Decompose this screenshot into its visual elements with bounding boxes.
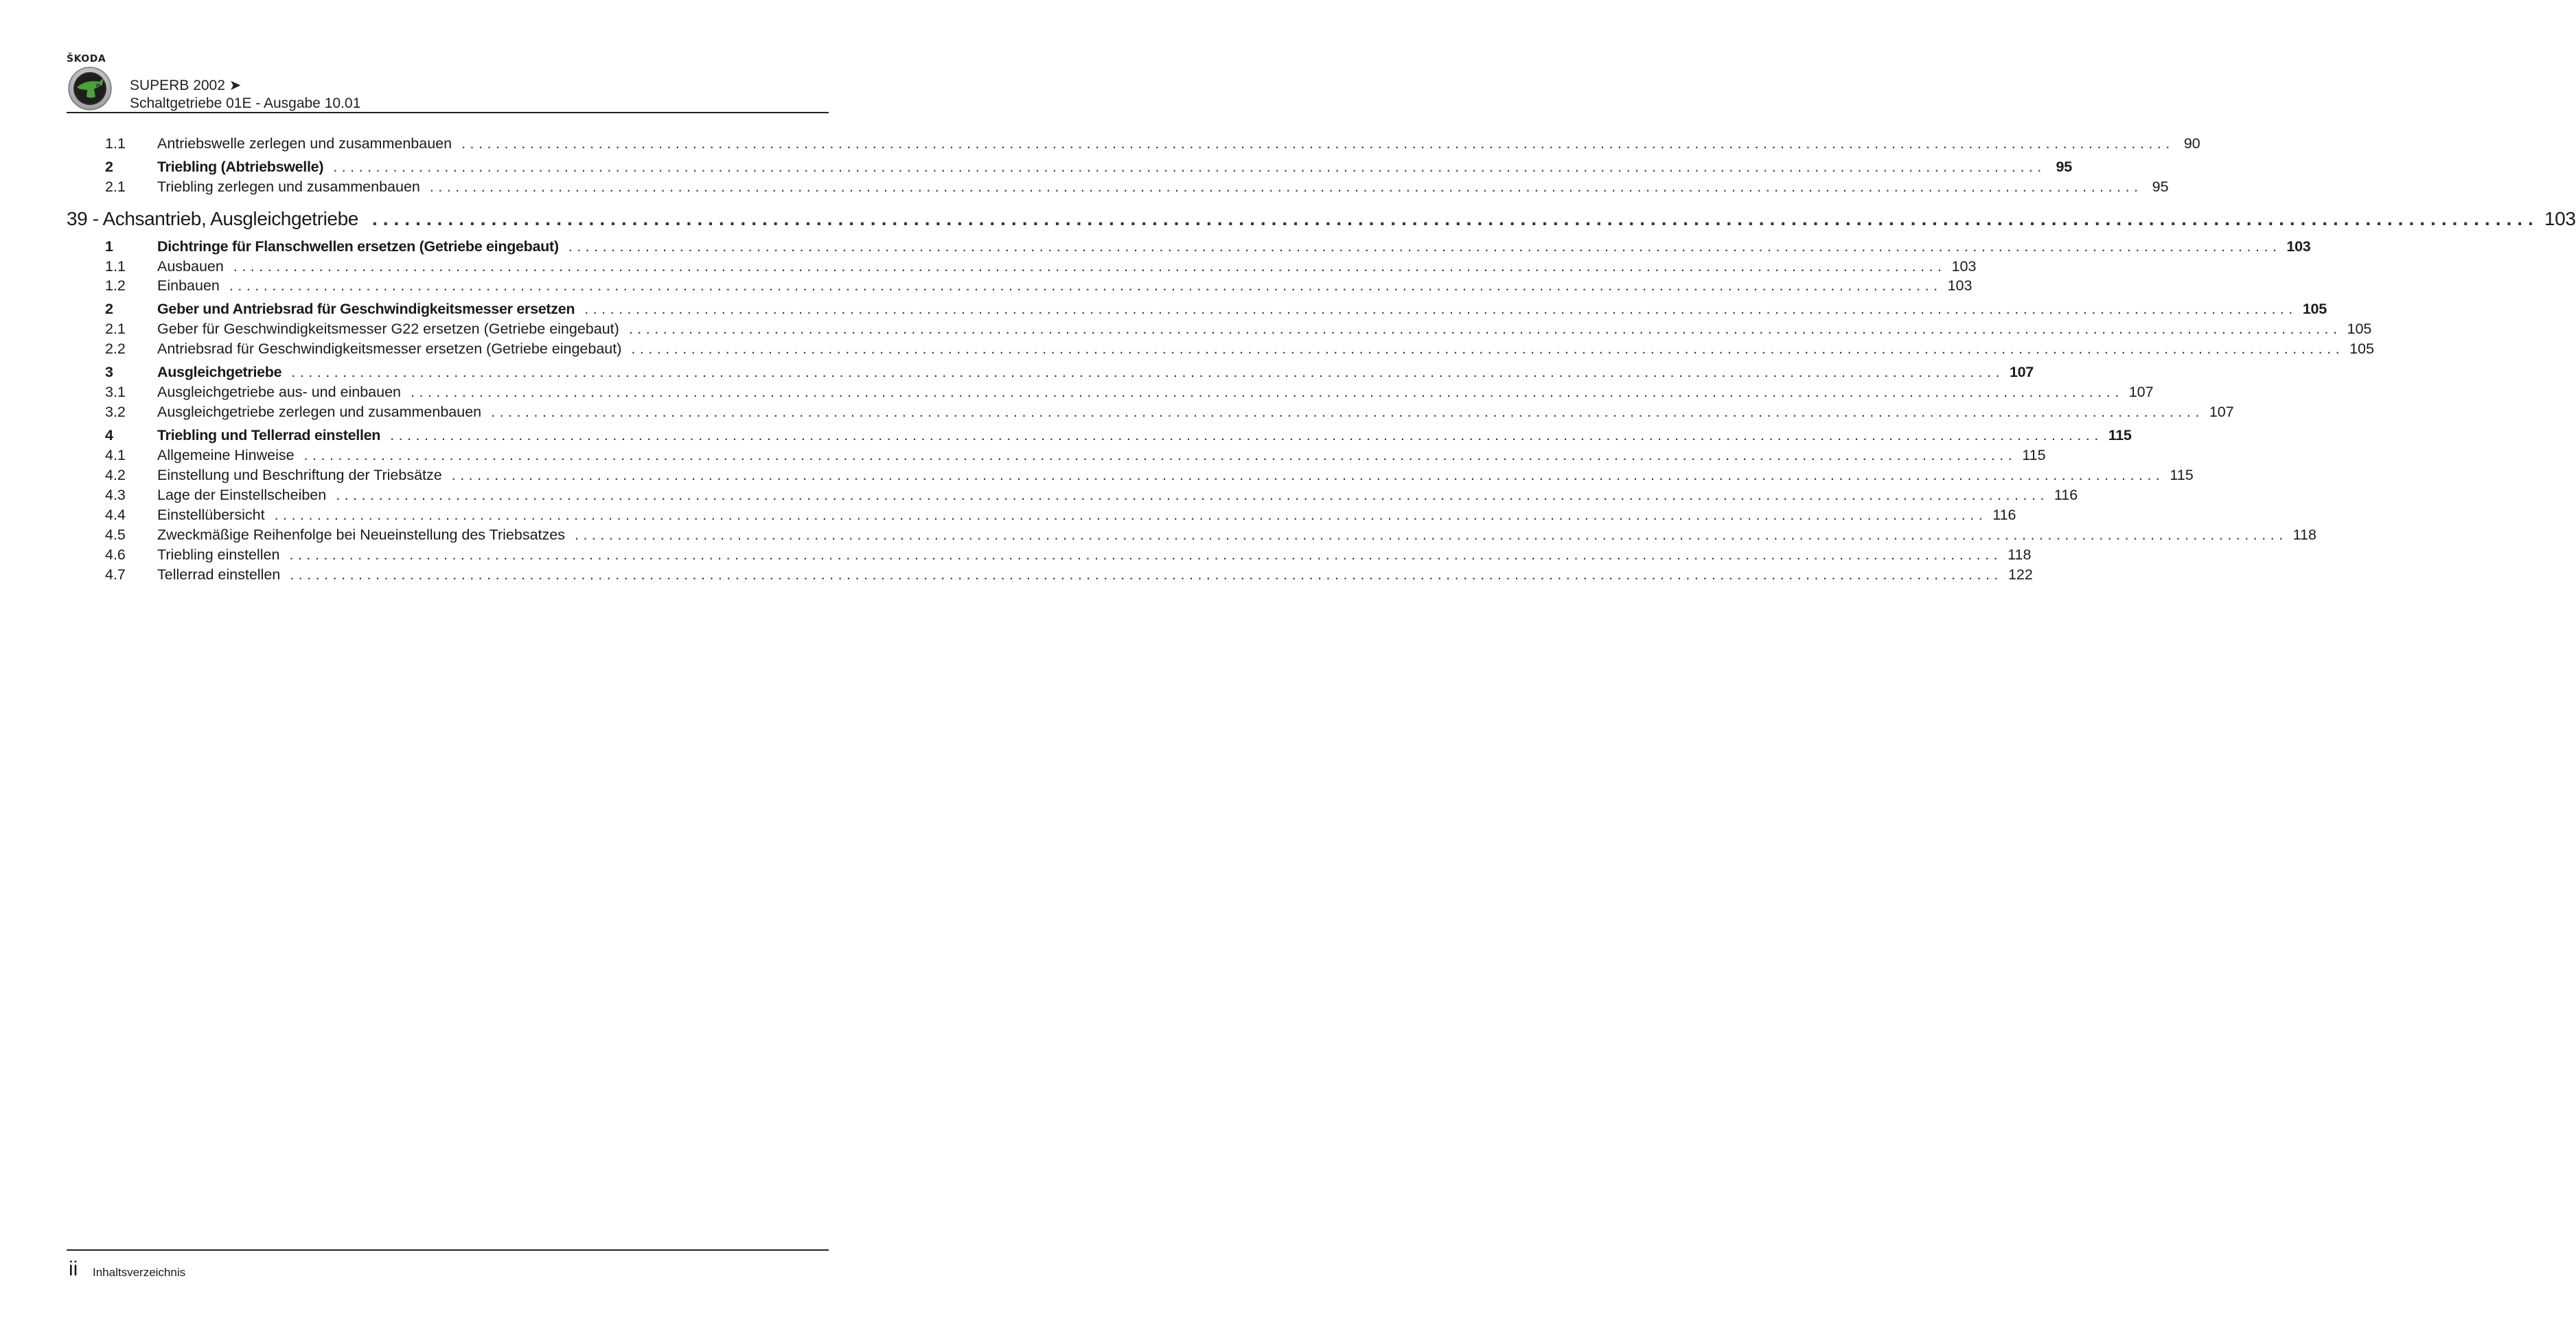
toc-entry[interactable] [67,506,2016,524]
toc-entry[interactable] [67,320,2372,338]
brand-name: ŠKODA [67,54,106,65]
toc-entry[interactable] [67,546,2032,564]
toc-entry-title: Tellerrad einstellen [157,566,281,583]
toc-entry[interactable] [67,178,2169,196]
toc-leader-dots: ........................................................................................................................................................................................................ [233,258,1946,275]
toc-entry-title: Triebling (Abtriebswelle) [157,159,324,175]
toc-entry-number: 1.1 [105,258,126,275]
toc-leader-dots: ........................................................................................................................................................................................................ [289,546,2003,563]
toc-entry[interactable] [67,566,2033,583]
toc-entry-page: 90 [2183,135,2200,152]
toc-leader-dots: ........................................................................................................................................................................................................ [568,238,2281,255]
toc-leader-dots: ........................................................................................................................................................................................................ [429,178,2143,195]
toc-entry-page: 122 [2008,566,2033,583]
toc-entry[interactable] [67,257,1977,275]
toc-entry-title: Geber für Geschwindigkeitsmesser G22 ersetzen (Getriebe eingebaut) [157,321,619,337]
toc-entry-title: Ausbauen [157,258,224,275]
toc-leader-dots: ........................................................................................................................................................................................................ [411,384,2124,400]
toc-entry-number: 4.7 [105,566,126,583]
toc-entry-title: Triebling zerlegen und zusammenbauen [157,178,420,195]
toc-chapter-entry[interactable] [67,208,2576,230]
skoda-logo-icon [68,67,112,111]
toc-entry-page: 107 [2128,384,2154,400]
toc-entry[interactable] [67,135,2200,152]
toc-entry-page: 118 [2292,527,2316,543]
header-divider [67,112,829,113]
toc-entry-number: 4.1 [105,447,126,463]
toc-entry-page: 105 [2349,340,2374,357]
toc-entry-page: 105 [2302,301,2327,317]
toc-entry-title: 39 - Achsantrieb, Ausgleichgetriebe [67,208,358,229]
toc-leader-dots: ........................................................................................................................................................................................................ [290,566,2003,583]
document-model: SUPERB 2002 ➤ [130,78,242,93]
toc-entry-title: Triebling einstellen [157,546,280,563]
toc-entry-number: 3.1 [105,384,126,400]
toc-entry-page: 103 [2286,238,2311,255]
toc-entry-page: 95 [2056,159,2072,175]
toc-entry-number: 4.5 [105,527,126,543]
document-subtitle: Schaltgetriebe 01E - Ausgabe 10.01 [130,95,361,111]
toc-leader-dots: ........................................................................................................................................................................................................ [371,208,2539,229]
toc-entry-page: 105 [2347,321,2372,337]
toc-entry-number: 3.2 [105,404,126,420]
toc-entry-page: 115 [2022,447,2046,463]
toc-entry-title: Allgemeine Hinweise [157,447,295,463]
toc-entry[interactable] [67,466,2194,484]
toc-leader-dots: ........................................................................................................................................................................................................ [461,135,2174,152]
toc-leader-dots: ........................................................................................................................................................................................................ [491,404,2204,420]
toc-entry-page: 107 [2209,404,2234,420]
toc-entry-number: 2.1 [105,178,126,195]
toc-entry[interactable] [67,446,2046,464]
toc-entry-title: Antriebswelle zerlegen und zusammenbauen [157,135,452,152]
toc-entry[interactable] [67,486,2078,504]
toc-entry-page: 116 [2054,487,2078,503]
toc-entry[interactable] [67,526,2316,544]
toc-entry[interactable] [67,363,2034,381]
toc-entry-number: 4.6 [105,546,126,563]
toc-leader-dots: ........................................................................................................................................................................................................ [229,277,1942,294]
toc-entry-page: 103 [1951,258,1977,275]
toc-entry[interactable] [67,158,2072,176]
toc-entry-page: 107 [2009,364,2034,380]
toc-entry-number: 1.2 [105,277,126,294]
toc-leader-dots: ........................................................................................................................................................................................................ [336,487,2049,503]
toc-entry[interactable] [67,403,2234,421]
toc-entry[interactable] [67,383,2154,401]
toc-entry-number: 3 [105,364,113,380]
toc-entry-title: Ausgleichgetriebe [157,364,282,380]
toc-leader-dots: ........................................................................................................................................................................................................ [291,364,2004,380]
toc-entry[interactable] [67,238,2311,255]
toc-entry[interactable] [67,426,2132,444]
toc-entry-title: Ausgleichgetriebe aus- und einbauen [157,384,402,400]
toc-entry-page: 116 [1992,507,2016,523]
toc-entry-title: Einstellübersicht [157,507,265,523]
toc-leader-dots: ........................................................................................................................................................................................................ [333,159,2046,175]
toc-entry-number: 4.3 [105,487,126,503]
toc-entry-title: Lage der Einstellscheiben [157,487,327,503]
toc-leader-dots: ........................................................................................................................................................................................................ [274,507,1988,523]
toc-entry[interactable] [67,300,2327,318]
toc-leader-dots: ........................................................................................................................................................................................................ [628,321,2342,337]
footer-divider [67,1249,829,1251]
toc-leader-dots: ........................................................................................................................................................................................................ [574,527,2288,543]
toc-entry-number: 2.2 [105,340,126,357]
toc-leader-dots: ........................................................................................................................................................................................................ [390,427,2103,443]
toc-entry-page: 115 [2170,467,2194,483]
toc-leader-dots: ........................................................................................................................................................................................................ [584,301,2297,317]
toc-entry[interactable] [67,340,2374,358]
footer-section-label: Inhaltsverzeichnis [93,1266,186,1279]
toc-entry-number: 4 [105,427,113,443]
toc-entry-title: Antriebsrad für Geschwindigkeitsmesser ersetzen (Getriebe eingebaut) [157,340,622,357]
toc-entry-page: 103 [2544,208,2576,229]
toc-entry-page: 118 [2008,546,2032,563]
toc-entry-title: Zweckmäßige Reihenfolge bei Neueinstellung des Triebsatzes [157,527,565,543]
toc-entry-title: Einbauen [157,277,220,294]
toc-leader-dots: ........................................................................................................................................................................................................ [451,467,2165,483]
toc-entry-title: Triebling und Tellerrad einstellen [157,427,381,443]
toc-entry-number: 2 [105,159,113,175]
footer-page-number: ii [69,1258,78,1280]
toc-entry-number: 1.1 [105,135,126,152]
toc-leader-dots: ........................................................................................................................................................................................................ [631,340,2345,357]
toc-entry-title: Einstellung und Beschriftung der Triebsätze [157,467,442,483]
toc-entry-number: 2.1 [105,321,126,337]
toc-leader-dots: ........................................................................................................................................................................................................ [303,447,2017,463]
toc-entry-title: Geber und Antriebsrad für Geschwindigkeitsmesser ersetzen [157,301,575,317]
toc-entry-number: 2 [105,301,113,317]
toc-entry-page: 115 [2108,427,2132,443]
toc-entry-page: 103 [1947,277,1973,294]
toc-entry-page: 95 [2152,178,2169,195]
toc-entry-number: 1 [105,238,113,255]
toc-entry-number: 4.2 [105,467,126,483]
toc-entry[interactable] [67,277,1973,294]
page-header [67,54,829,113]
toc-entry-number: 4.4 [105,507,126,523]
toc-entry-title: Ausgleichgetriebe zerlegen und zusammenbauen [157,404,482,420]
toc-entry-title: Dichtringe für Flanschwellen ersetzen (Getriebe eingebaut) [157,238,559,255]
